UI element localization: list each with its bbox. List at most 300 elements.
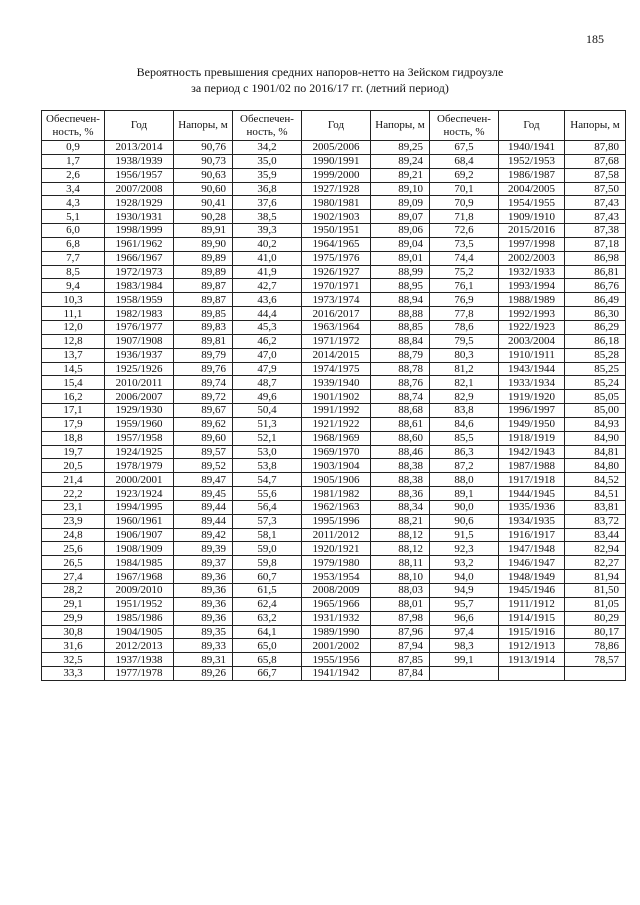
cell-probability: 64,1	[233, 625, 302, 639]
cell-probability: 85,5	[430, 431, 499, 445]
cell-probability: 53,8	[233, 459, 302, 473]
cell-probability: 39,3	[233, 224, 302, 238]
cell-year: 1946/1947	[499, 556, 565, 570]
cell-year: 1936/1937	[105, 348, 174, 362]
cell-year: 1925/1926	[105, 362, 174, 376]
cell-probability: 53,0	[233, 445, 302, 459]
cell-head: 88,12	[371, 542, 430, 556]
cell-probability: 22,2	[42, 487, 105, 501]
cell-year: 1989/1990	[302, 625, 371, 639]
cell-probability: 98,3	[430, 639, 499, 653]
cell-year: 1986/1987	[499, 168, 565, 182]
cell-probability: 12,8	[42, 334, 105, 348]
table-row	[42, 182, 626, 196]
cell-probability: 6,0	[42, 224, 105, 238]
cell-probability: 45,3	[233, 320, 302, 334]
cell-year: 1923/1924	[105, 487, 174, 501]
cell-probability: 70,1	[430, 182, 499, 196]
table-row	[42, 639, 626, 653]
cell-probability: 12,0	[42, 320, 105, 334]
cell-head: 82,27	[565, 556, 626, 570]
cell-probability: 96,6	[430, 611, 499, 625]
table-row	[42, 320, 626, 334]
cell-probability: 6,8	[42, 237, 105, 251]
cell-probability: 28,2	[42, 584, 105, 598]
cell-probability: 72,6	[430, 224, 499, 238]
table-row	[42, 570, 626, 584]
cell-probability: 82,1	[430, 376, 499, 390]
cell-year: 1982/1983	[105, 307, 174, 321]
cell-head: 86,76	[565, 279, 626, 293]
table-row	[42, 473, 626, 487]
cell-probability: 70,9	[430, 196, 499, 210]
cell-probability: 99,1	[430, 653, 499, 667]
cell-year: 1975/1976	[302, 251, 371, 265]
cell-probability: 91,5	[430, 528, 499, 542]
cell-head: 89,74	[174, 376, 233, 390]
cell-probability: 67,5	[430, 141, 499, 155]
cell-year: 1981/1982	[302, 487, 371, 501]
cell-head: 88,38	[371, 473, 430, 487]
table-row	[42, 445, 626, 459]
cell-probability: 32,5	[42, 653, 105, 667]
cell-probability: 5,1	[42, 210, 105, 224]
cell-probability: 1,7	[42, 154, 105, 168]
cell-probability: 3,4	[42, 182, 105, 196]
cell-probability: 37,6	[233, 196, 302, 210]
cell-probability: 35,0	[233, 154, 302, 168]
cell-year: 1995/1996	[302, 514, 371, 528]
cell-probability: 90,6	[430, 514, 499, 528]
table-row	[42, 154, 626, 168]
cell-year: 1934/1935	[499, 514, 565, 528]
table-row	[42, 251, 626, 265]
cell-year: 1966/1967	[105, 251, 174, 265]
cell-head: 90,73	[174, 154, 233, 168]
cell-year: 1948/1949	[499, 570, 565, 584]
cell-head: 88,34	[371, 500, 430, 514]
cell-probability: 30,8	[42, 625, 105, 639]
table-row	[42, 653, 626, 667]
cell-probability: 76,1	[430, 279, 499, 293]
cell-year: 1965/1966	[302, 597, 371, 611]
cell-year: 1931/1932	[302, 611, 371, 625]
cell-year: 1992/1993	[499, 307, 565, 321]
cell-head: 84,90	[565, 431, 626, 445]
cell-probability: 29,1	[42, 597, 105, 611]
cell-head: 87,50	[565, 182, 626, 196]
cell-year: 1950/1951	[302, 224, 371, 238]
header-probability: Обеспечен-ность, %	[233, 111, 302, 141]
table-row	[42, 237, 626, 251]
cell-year: 1911/1912	[499, 597, 565, 611]
cell-probability: 47,9	[233, 362, 302, 376]
cell-probability: 87,2	[430, 459, 499, 473]
cell-year: 1930/1931	[105, 210, 174, 224]
cell-year: 1919/1920	[499, 390, 565, 404]
cell-probability: 33,3	[42, 667, 105, 681]
cell-probability: 14,5	[42, 362, 105, 376]
header-year: Год	[499, 111, 565, 141]
cell-year: 1945/1946	[499, 584, 565, 598]
cell-probability: 60,7	[233, 570, 302, 584]
cell-year: 1967/1968	[105, 570, 174, 584]
cell-head: 78,86	[565, 639, 626, 653]
cell-year: 1932/1933	[499, 265, 565, 279]
cell-year: 1944/1945	[499, 487, 565, 501]
cell-year: 1952/1953	[499, 154, 565, 168]
cell-year: 1913/1914	[499, 653, 565, 667]
cell-year: 1979/1980	[302, 556, 371, 570]
cell-year: 1958/1959	[105, 293, 174, 307]
cell-year: 1976/1977	[105, 320, 174, 334]
cell-head: 88,99	[371, 265, 430, 279]
cell-head: 89,06	[371, 224, 430, 238]
cell-year: 2013/2014	[105, 141, 174, 155]
table-row	[42, 514, 626, 528]
cell-year: 1917/1918	[499, 473, 565, 487]
cell-probability: 97,4	[430, 625, 499, 639]
cell-head: 89,36	[174, 597, 233, 611]
cell-probability: 93,2	[430, 556, 499, 570]
cell-probability: 15,4	[42, 376, 105, 390]
cell-probability: 41,9	[233, 265, 302, 279]
table-header-row	[42, 111, 626, 141]
cell-head: 81,94	[565, 570, 626, 584]
cell-head: 87,68	[565, 154, 626, 168]
title-line-1: Вероятность превышения средних напоров-нетто на Зейском гидроузле	[136, 65, 504, 79]
cell-year: 1916/1917	[499, 528, 565, 542]
table-row	[42, 611, 626, 625]
cell-head: 84,93	[565, 417, 626, 431]
cell-probability: 79,5	[430, 334, 499, 348]
table-row	[42, 334, 626, 348]
cell-head: 89,44	[174, 514, 233, 528]
cell-head: 87,96	[371, 625, 430, 639]
cell-probability: 66,7	[233, 667, 302, 681]
cell-head: 87,38	[565, 224, 626, 238]
cell-year: 1968/1969	[302, 431, 371, 445]
header-year: Год	[105, 111, 174, 141]
table-row	[42, 625, 626, 639]
cell-head: 87,94	[371, 639, 430, 653]
cell-probability: 27,4	[42, 570, 105, 584]
cell-probability: 13,7	[42, 348, 105, 362]
cell-year: 1901/1902	[302, 390, 371, 404]
cell-year: 2010/2011	[105, 376, 174, 390]
cell-head: 85,25	[565, 362, 626, 376]
header-probability: Обеспечен-ность, %	[430, 111, 499, 141]
cell-probability: 78,6	[430, 320, 499, 334]
cell-probability: 58,1	[233, 528, 302, 542]
cell-probability: 46,2	[233, 334, 302, 348]
cell-head: 86,30	[565, 307, 626, 321]
cell-year: 1928/1929	[105, 196, 174, 210]
cell-year: 1984/1985	[105, 556, 174, 570]
cell-probability: 56,4	[233, 500, 302, 514]
cell-year: 1991/1992	[302, 404, 371, 418]
table-row	[42, 597, 626, 611]
cell-year: 1978/1979	[105, 459, 174, 473]
table-row	[42, 210, 626, 224]
cell-head: 89,89	[174, 265, 233, 279]
cell-head: 84,81	[565, 445, 626, 459]
cell-head: 89,91	[174, 224, 233, 238]
cell-year: 1951/1952	[105, 597, 174, 611]
cell-head: 86,18	[565, 334, 626, 348]
cell-year: 2004/2005	[499, 182, 565, 196]
cell-year: 2005/2006	[302, 141, 371, 155]
cell-head: 80,29	[565, 611, 626, 625]
cell-head: 89,52	[174, 459, 233, 473]
cell-head: 86,29	[565, 320, 626, 334]
cell-probability: 26,5	[42, 556, 105, 570]
cell-head: 89,26	[174, 667, 233, 681]
cell-head: 88,79	[371, 348, 430, 362]
cell-head: 88,68	[371, 404, 430, 418]
cell-year: 2002/2003	[499, 251, 565, 265]
cell-head: 89,33	[174, 639, 233, 653]
cell-probability: 73,5	[430, 237, 499, 251]
cell-probability: 59,8	[233, 556, 302, 570]
cell-probability: 38,5	[233, 210, 302, 224]
cell-year: 1983/1984	[105, 279, 174, 293]
cell-head: 90,28	[174, 210, 233, 224]
cell-head: 87,85	[371, 653, 430, 667]
cell-probability: 41,0	[233, 251, 302, 265]
cell-head: 89,31	[174, 653, 233, 667]
cell-head: 87,84	[371, 667, 430, 681]
cell-year: 1912/1913	[499, 639, 565, 653]
table-row	[42, 528, 626, 542]
cell-year: 1987/1988	[499, 459, 565, 473]
table-row	[42, 417, 626, 431]
table-row	[42, 307, 626, 321]
cell-year: 1994/1995	[105, 500, 174, 514]
cell-head: 88,78	[371, 362, 430, 376]
cell-year: 1904/1905	[105, 625, 174, 639]
cell-probability: 23,1	[42, 500, 105, 514]
cell-head: 88,11	[371, 556, 430, 570]
cell-year: 2003/2004	[499, 334, 565, 348]
cell-head: 87,98	[371, 611, 430, 625]
cell-year: 1922/1923	[499, 320, 565, 334]
cell-head: 88,21	[371, 514, 430, 528]
cell-probability: 68,4	[430, 154, 499, 168]
cell-probability: 36,8	[233, 182, 302, 196]
cell-year: 1914/1915	[499, 611, 565, 625]
cell-probability: 69,2	[430, 168, 499, 182]
cell-head: 86,98	[565, 251, 626, 265]
cell-probability: 65,0	[233, 639, 302, 653]
cell-probability: 59,0	[233, 542, 302, 556]
cell-probability: 88,0	[430, 473, 499, 487]
cell-year: 1903/1904	[302, 459, 371, 473]
cell-probability: 51,3	[233, 417, 302, 431]
cell-head: 89,47	[174, 473, 233, 487]
cell-head: 88,01	[371, 597, 430, 611]
cell-probability: 71,8	[430, 210, 499, 224]
cell-year: 1918/1919	[499, 431, 565, 445]
cell-probability: 50,4	[233, 404, 302, 418]
cell-probability: 16,2	[42, 390, 105, 404]
cell-probability	[430, 667, 499, 681]
cell-year: 2016/2017	[302, 307, 371, 321]
cell-head: 89,90	[174, 237, 233, 251]
table-row	[42, 141, 626, 155]
cell-head: 89,87	[174, 279, 233, 293]
cell-year: 1997/1998	[499, 237, 565, 251]
cell-year: 2006/2007	[105, 390, 174, 404]
cell-head: 89,21	[371, 168, 430, 182]
cell-head: 87,58	[565, 168, 626, 182]
cell-head: 90,76	[174, 141, 233, 155]
cell-probability: 95,7	[430, 597, 499, 611]
cell-probability: 94,0	[430, 570, 499, 584]
cell-head: 85,24	[565, 376, 626, 390]
table-row	[42, 376, 626, 390]
cell-probability: 80,3	[430, 348, 499, 362]
table-row	[42, 542, 626, 556]
cell-head: 89,36	[174, 611, 233, 625]
cell-year: 1906/1907	[105, 528, 174, 542]
cell-year: 2012/2013	[105, 639, 174, 653]
cell-year: 1938/1939	[105, 154, 174, 168]
cell-head: 89,83	[174, 320, 233, 334]
cell-head: 78,57	[565, 653, 626, 667]
cell-year: 1929/1930	[105, 404, 174, 418]
cell-year: 2001/2002	[302, 639, 371, 653]
cell-head: 88,10	[371, 570, 430, 584]
cell-head: 88,36	[371, 487, 430, 501]
cell-year: 1905/1906	[302, 473, 371, 487]
cell-head: 89,79	[174, 348, 233, 362]
cell-probability: 43,6	[233, 293, 302, 307]
cell-probability: 9,4	[42, 279, 105, 293]
cell-head: 81,50	[565, 584, 626, 598]
cell-year: 1915/1916	[499, 625, 565, 639]
cell-year: 2007/2008	[105, 182, 174, 196]
document-title	[40, 64, 600, 96]
cell-year: 1907/1908	[105, 334, 174, 348]
cell-year: 1961/1962	[105, 237, 174, 251]
cell-probability: 74,4	[430, 251, 499, 265]
cell-year: 1957/1958	[105, 431, 174, 445]
cell-head: 89,39	[174, 542, 233, 556]
cell-head: 89,85	[174, 307, 233, 321]
cell-head: 84,80	[565, 459, 626, 473]
cell-year: 1993/1994	[499, 279, 565, 293]
cell-head: 89,60	[174, 431, 233, 445]
cell-year: 1940/1941	[499, 141, 565, 155]
table-row	[42, 362, 626, 376]
cell-head: 83,72	[565, 514, 626, 528]
header-head: Напоры, м	[174, 111, 233, 141]
cell-head: 89,81	[174, 334, 233, 348]
cell-head: 80,17	[565, 625, 626, 639]
cell-probability: 49,6	[233, 390, 302, 404]
cell-year: 2008/2009	[302, 584, 371, 598]
header-head: Напоры, м	[565, 111, 626, 141]
table-row	[42, 348, 626, 362]
cell-year: 1970/1971	[302, 279, 371, 293]
cell-probability: 25,6	[42, 542, 105, 556]
cell-head: 89,42	[174, 528, 233, 542]
table-row	[42, 431, 626, 445]
cell-probability: 76,9	[430, 293, 499, 307]
cell-probability: 7,7	[42, 251, 105, 265]
cell-probability: 35,9	[233, 168, 302, 182]
cell-year: 1935/1936	[499, 500, 565, 514]
cell-head: 86,81	[565, 265, 626, 279]
cell-probability: 2,6	[42, 168, 105, 182]
cell-probability: 75,2	[430, 265, 499, 279]
cell-probability: 83,8	[430, 404, 499, 418]
cell-head: 88,94	[371, 293, 430, 307]
cell-year: 1955/1956	[302, 653, 371, 667]
cell-probability: 92,3	[430, 542, 499, 556]
cell-head: 87,18	[565, 237, 626, 251]
header-probability: Обеспечен-ность, %	[42, 111, 105, 141]
cell-year: 2011/2012	[302, 528, 371, 542]
table-body	[42, 141, 626, 681]
cell-probability: 34,2	[233, 141, 302, 155]
cell-head: 89,09	[371, 196, 430, 210]
cell-head: 82,94	[565, 542, 626, 556]
cell-head: 89,67	[174, 404, 233, 418]
cell-year: 1980/1981	[302, 196, 371, 210]
cell-year: 2009/2010	[105, 584, 174, 598]
cell-year	[499, 667, 565, 681]
cell-year: 2000/2001	[105, 473, 174, 487]
cell-year: 1996/1997	[499, 404, 565, 418]
cell-head: 89,10	[371, 182, 430, 196]
cell-probability: 94,9	[430, 584, 499, 598]
table-row	[42, 196, 626, 210]
cell-head: 89,04	[371, 237, 430, 251]
cell-head: 84,52	[565, 473, 626, 487]
table-row	[42, 404, 626, 418]
table-row	[42, 667, 626, 681]
cell-head: 89,89	[174, 251, 233, 265]
cell-head: 88,85	[371, 320, 430, 334]
cell-year: 1953/1954	[302, 570, 371, 584]
cell-head: 89,35	[174, 625, 233, 639]
cell-year: 1910/1911	[499, 348, 565, 362]
cell-year: 1990/1991	[302, 154, 371, 168]
cell-year: 1969/1970	[302, 445, 371, 459]
cell-year: 1942/1943	[499, 445, 565, 459]
cell-head: 87,43	[565, 210, 626, 224]
cell-year: 2014/2015	[302, 348, 371, 362]
table-row	[42, 224, 626, 238]
cell-probability: 77,8	[430, 307, 499, 321]
cell-year: 1937/1938	[105, 653, 174, 667]
cell-head: 88,74	[371, 390, 430, 404]
cell-head: 88,60	[371, 431, 430, 445]
cell-year: 1921/1922	[302, 417, 371, 431]
cell-year: 1947/1948	[499, 542, 565, 556]
table-row	[42, 556, 626, 570]
cell-probability: 0,9	[42, 141, 105, 155]
cell-year: 1933/1934	[499, 376, 565, 390]
title-line-2: за период с 1901/02 по 2016/17 гг. (летний период)	[191, 81, 449, 95]
cell-probability: 89,1	[430, 487, 499, 501]
cell-probability: 31,6	[42, 639, 105, 653]
cell-year: 1974/1975	[302, 362, 371, 376]
cell-probability: 86,3	[430, 445, 499, 459]
cell-head: 90,41	[174, 196, 233, 210]
